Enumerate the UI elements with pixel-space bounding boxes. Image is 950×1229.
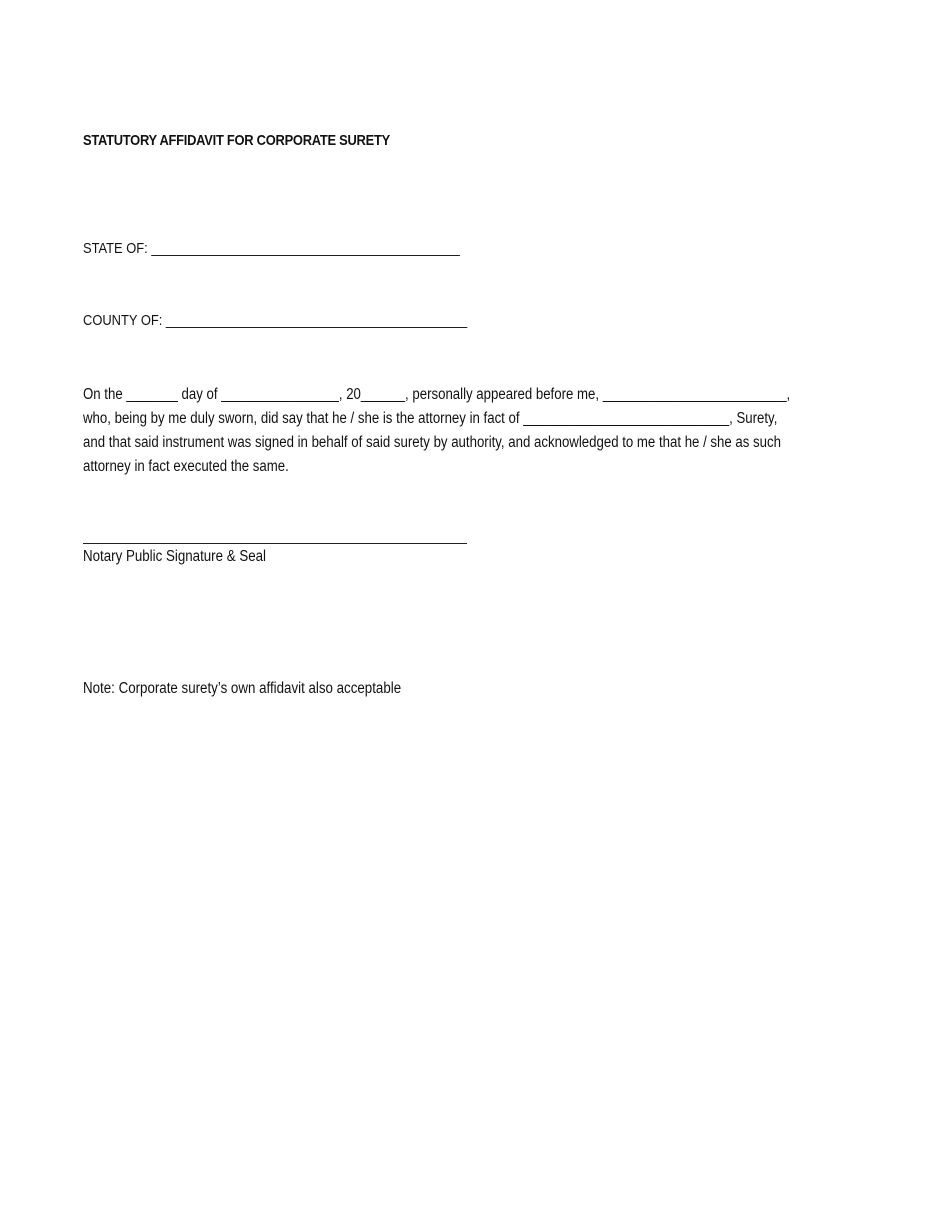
notary-signature-line (83, 543, 467, 544)
county-of-field: COUNTY OF: __________________________________________ (83, 312, 468, 329)
paragraph-line: On the _______ day of ________________, 20______, personally appeared before me, _________________________, (83, 386, 791, 403)
paragraph-line: and that said instrument was signed in behalf of said surety by authority, and acknowledged to me that he / she as such (83, 434, 781, 451)
paragraph-line: who, being by me duly sworn, did say that he / she is the attorney in fact of ____________________________, Surety, (83, 410, 778, 427)
paragraph-line: attorney in fact executed the same. (83, 458, 289, 475)
affidavit-paragraph (83, 383, 868, 479)
notary-signature-label: Notary Public Signature & Seal (83, 548, 267, 565)
document-title: STATUTORY AFFIDAVIT FOR CORPORATE SURETY (83, 132, 390, 149)
footnote: Note: Corporate surety’s own affidavit also acceptable (83, 680, 402, 697)
state-of-field: STATE OF: ___________________________________________ (83, 240, 460, 257)
